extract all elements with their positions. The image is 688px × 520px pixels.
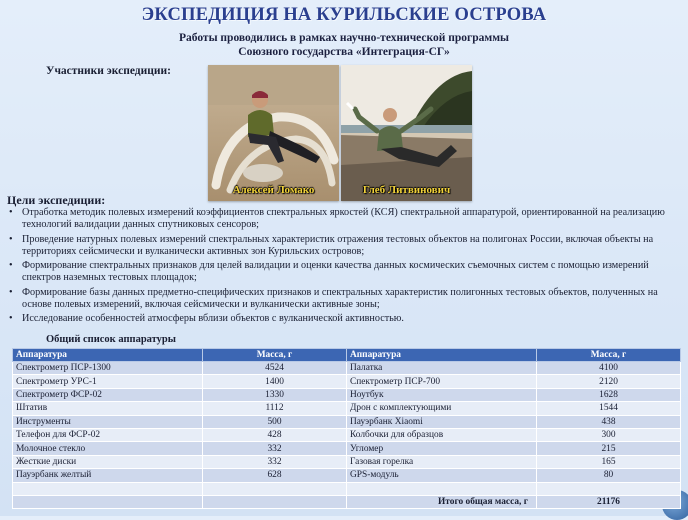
item-name: Штатив	[13, 402, 203, 415]
table-header-row	[13, 349, 681, 362]
item-mass: 1400	[203, 375, 347, 388]
header-name-left: Аппаратура	[13, 349, 203, 362]
item-mass: 2120	[537, 375, 681, 388]
table-row	[13, 388, 681, 401]
item-name: Пауэрбанк Xiaomi	[347, 415, 537, 428]
empty-cell	[347, 482, 537, 495]
item-name: Молочное стекло	[13, 442, 203, 455]
item-name: Колбочки для образцов	[347, 428, 537, 441]
goals-list	[7, 207, 683, 328]
item-name: Газовая горелка	[347, 455, 537, 468]
equipment-title: Общий список аппаратуры	[46, 334, 176, 345]
goals-title: Цели экспедиции:	[7, 193, 106, 207]
goal-item: • Отработка методик полевых измерений коэффициентов спектральных яркостей (КСЯ) спектральной аппаратурой, ориентированной на реализацию технологий валидации данных спутниковых сенсоров;	[7, 207, 683, 231]
item-name: Спектрометр ФСР-02	[13, 388, 203, 401]
item-name: Угломер	[347, 442, 537, 455]
empty-cell	[13, 495, 203, 508]
item-name: Палатка	[347, 362, 537, 375]
header-mass-right: Масса, г	[537, 349, 681, 362]
item-mass: 165	[537, 455, 681, 468]
item-mass: 300	[537, 428, 681, 441]
table-row	[13, 428, 681, 441]
item-mass: 1628	[537, 388, 681, 401]
table-row	[13, 362, 681, 375]
subtitle-line-1: Работы проводились в рамках научно-технической программы	[178, 32, 510, 44]
item-mass: 4524	[203, 362, 347, 375]
table-row	[13, 402, 681, 415]
participants-label: Участники экспедиции:	[46, 65, 171, 77]
photo-illustration-1	[208, 65, 339, 201]
header-name-right: Аппаратура	[347, 349, 537, 362]
total-label: Итого общая масса, г	[347, 495, 537, 508]
item-name: Спектрометр УРС-1	[13, 375, 203, 388]
table-total-row	[13, 495, 681, 508]
item-mass: 4100	[537, 362, 681, 375]
table-row	[13, 415, 681, 428]
item-mass: 332	[203, 442, 347, 455]
table-row	[13, 442, 681, 455]
item-name: GPS-модуль	[347, 469, 537, 482]
item-name: Телефон для ФСР-02	[13, 428, 203, 441]
equipment-table	[12, 348, 681, 509]
item-name: Спектрометр ПСР-700	[347, 375, 537, 388]
subtitle-line-2: Союзного государства «Интеграция-СГ»	[238, 46, 450, 58]
participant-name-2: Глеб Литвинович	[362, 184, 451, 196]
item-name: Спектрометр ПСР-1300	[13, 362, 203, 375]
item-mass: 1112	[203, 402, 347, 415]
item-name: Ноутбук	[347, 388, 537, 401]
table-row	[13, 469, 681, 482]
item-mass: 215	[537, 442, 681, 455]
item-mass: 1544	[537, 402, 681, 415]
goal-item: • Формирование базы данных предметно-специфических признаков и спектральных характеристик полигонных тестовых объектов, полученных на основе полевых измерений, включая сейсмически и вулканически активные зоны;	[7, 287, 683, 311]
item-mass: 500	[203, 415, 347, 428]
item-mass: 80	[537, 469, 681, 482]
item-name: Пауэрбанк желтый	[13, 469, 203, 482]
empty-cell	[537, 482, 681, 495]
page-title: ЭКСПЕДИЦИЯ НА КУРИЛЬСКИЕ ОСТРОВА	[141, 5, 547, 25]
item-mass: 1330	[203, 388, 347, 401]
empty-cell	[203, 495, 347, 508]
item-mass: 332	[203, 455, 347, 468]
goal-item: • Формирование спектральных признаков для целей валидации и оценки качества данных космических съемочных систем с помощью измерений спектров наземных тестовых площадок;	[7, 260, 683, 284]
item-mass: 438	[537, 415, 681, 428]
header-mass-left: Масса, г	[203, 349, 347, 362]
table-row-empty	[13, 482, 681, 495]
table-row	[13, 455, 681, 468]
table-row	[13, 375, 681, 388]
page-subtitle	[0, 31, 688, 59]
goal-item: • Исследование особенностей атмосферы вблизи объектов с вулканической активностью.	[7, 313, 683, 325]
empty-cell	[203, 482, 347, 495]
item-name: Жесткие диски	[13, 455, 203, 468]
empty-cell	[13, 482, 203, 495]
item-name: Инструменты	[13, 415, 203, 428]
item-mass: 628	[203, 469, 347, 482]
participant-name-1: Алексей Ломако	[232, 184, 315, 196]
photo-illustration-2	[341, 65, 472, 201]
item-name: Дрон с комплектующими	[347, 402, 537, 415]
item-mass: 428	[203, 428, 347, 441]
total-value: 21176	[537, 495, 681, 508]
goal-item: • Проведение натурных полевых измерений спектральных характеристик отражения тестовых объектов на полигонах России, включая объекты на территориях сейсмически и вулканически активных зон Курильских островов;	[7, 234, 683, 258]
participant-photo-2	[341, 65, 472, 201]
participant-photo-1	[208, 65, 339, 201]
